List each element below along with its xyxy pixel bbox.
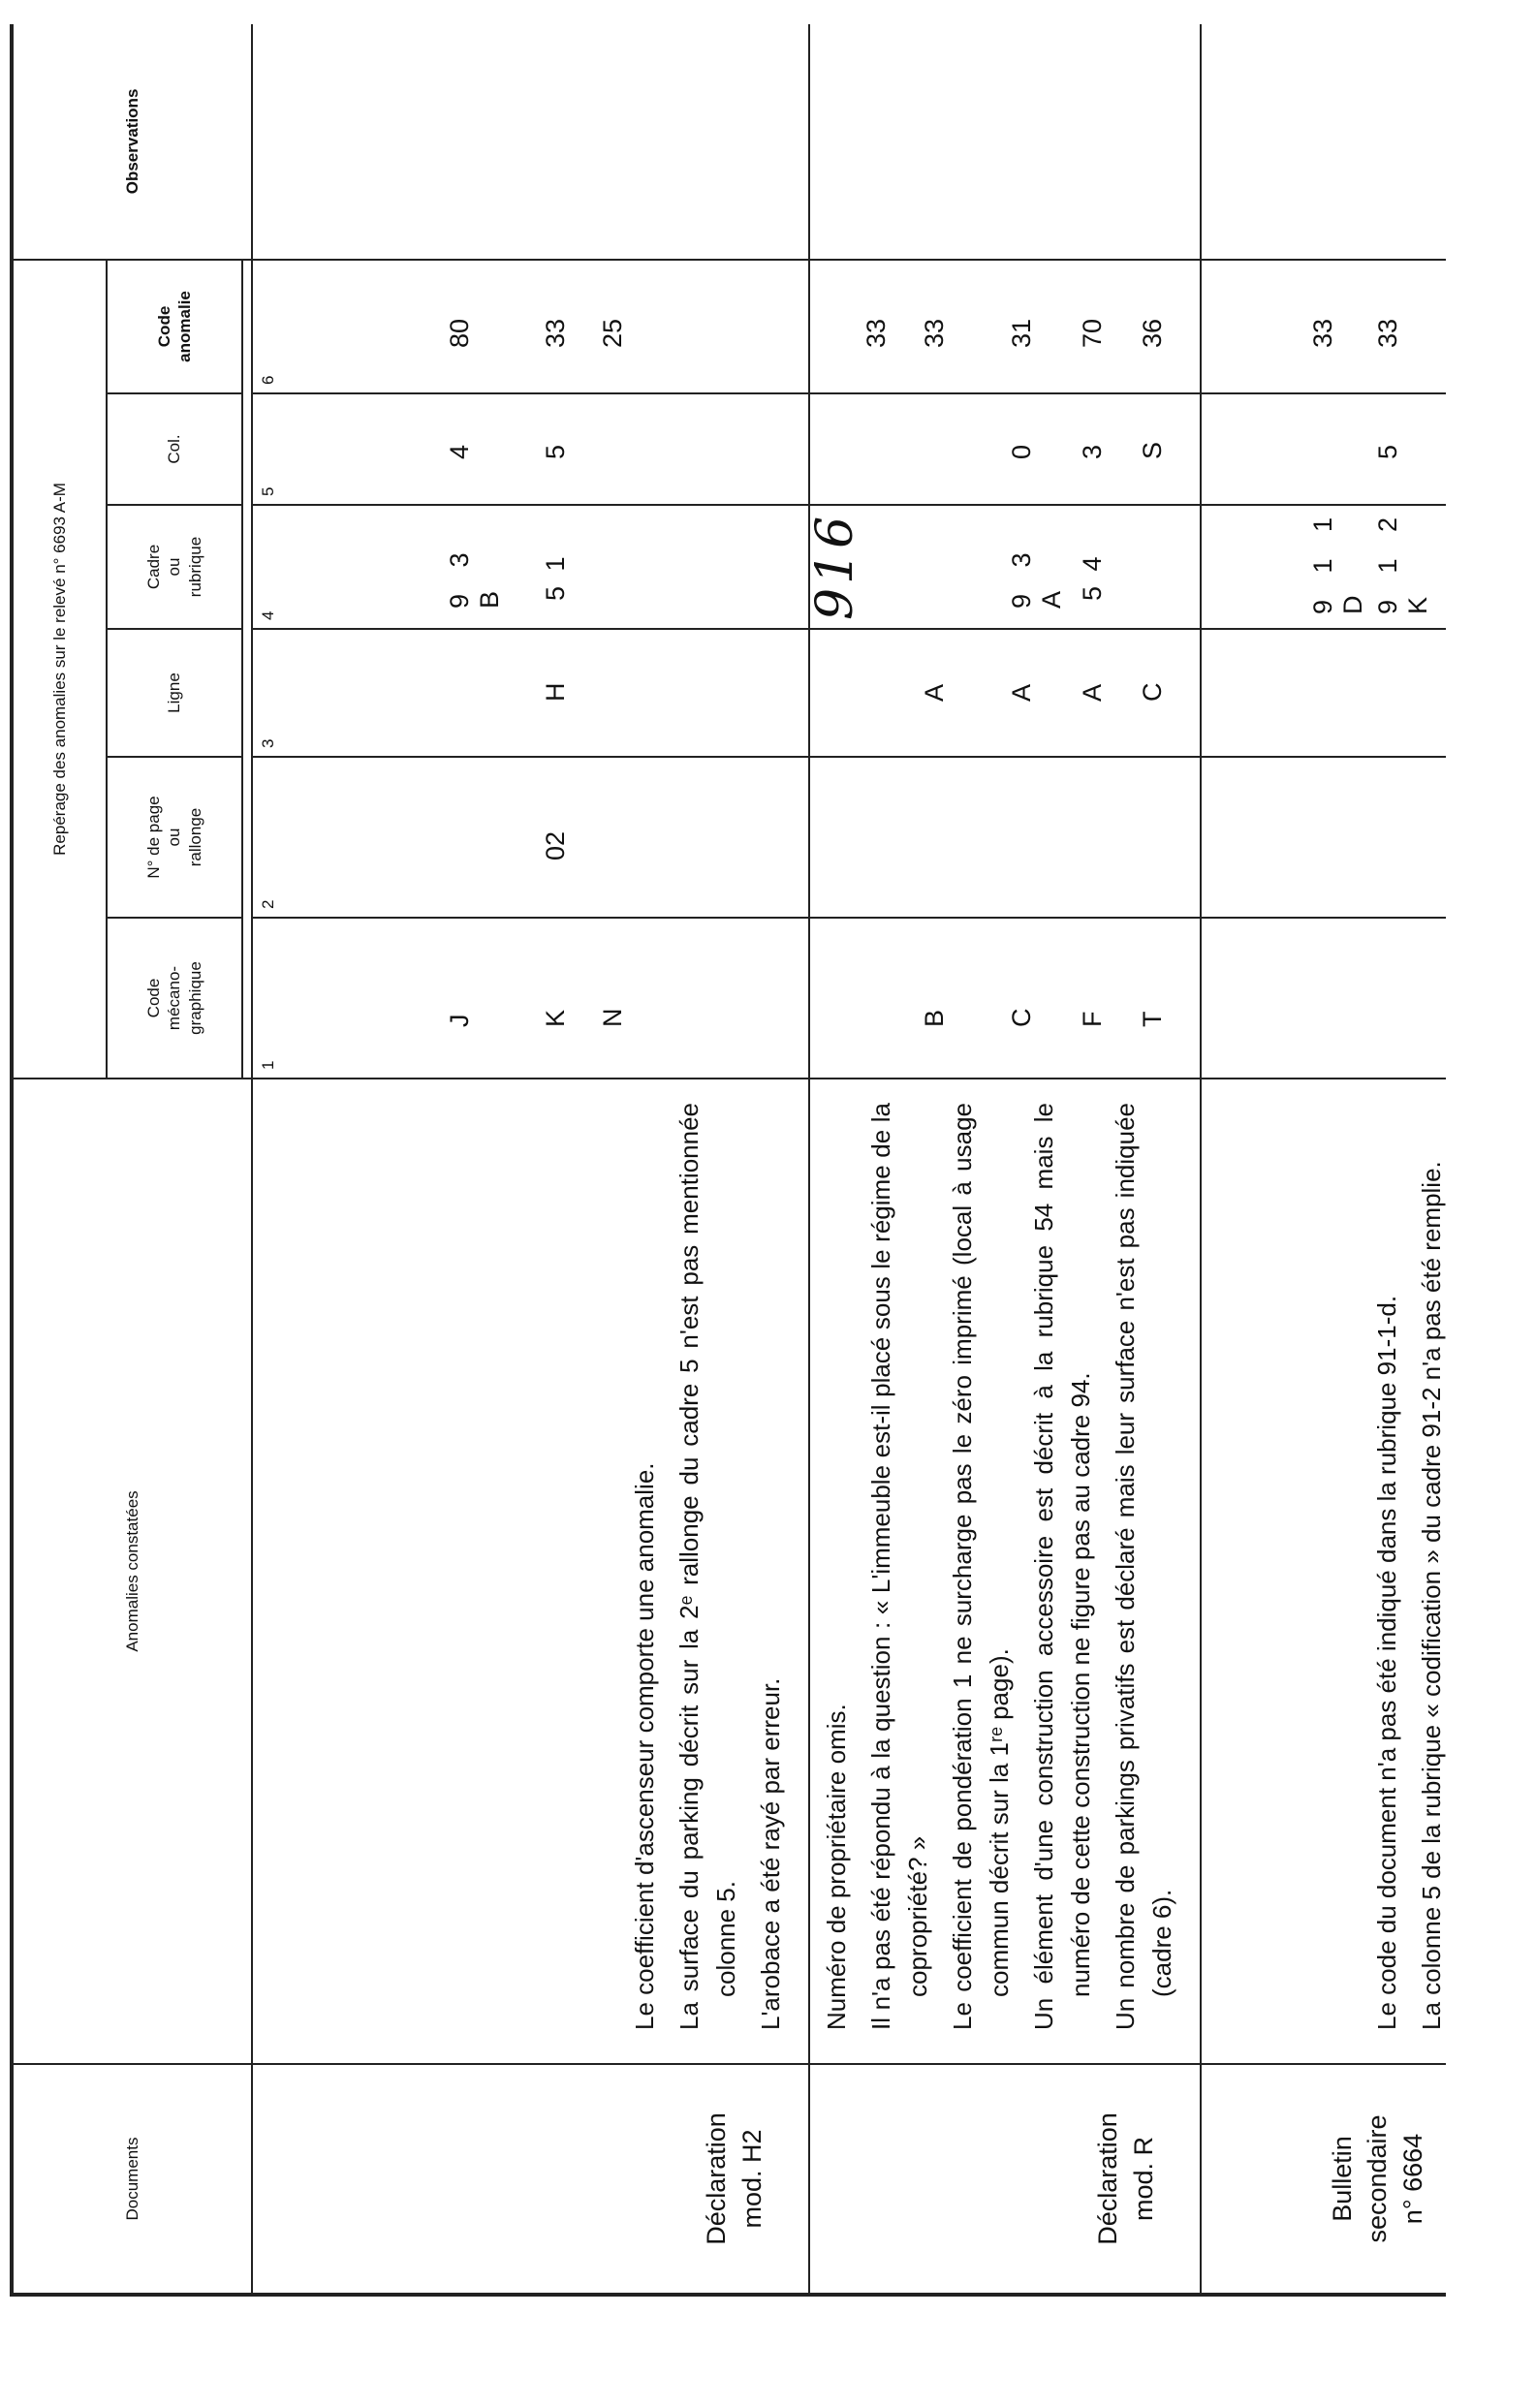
cell-value: 9 3 A xyxy=(1007,543,1066,609)
cell-value: T xyxy=(1138,1011,1167,1027)
cell-page-rallonge xyxy=(252,757,809,918)
cell-value: 4 xyxy=(445,444,474,459)
cell-value: A xyxy=(1007,683,1036,702)
anomaly-item: Un élément d'une construction accessoire est décrit à la rubrique 54 mais le numéro de cette construction ne figure pas au cadre 94. xyxy=(1029,1103,1095,2030)
observations-cell xyxy=(1201,24,1446,260)
cell-value: A xyxy=(920,683,949,702)
cell-page-rallonge xyxy=(809,757,1201,918)
header-reperage: Repérage des anomalies sur le relevé n° 6693 A-M xyxy=(12,260,107,1079)
anomalies-list-h2 xyxy=(252,1079,809,2064)
cell-value: C xyxy=(1138,682,1167,702)
cell-value: 0 xyxy=(1007,444,1036,459)
document-name-r: Déclaration mod. R xyxy=(809,2064,1201,2295)
cell-ligne xyxy=(252,629,809,757)
cell-value: 9 1 1 D xyxy=(1308,507,1367,614)
anomaly-item: Il n'a pas été répondu à la question : « L'immeuble est-il placé sous le régime de la copropriété? » xyxy=(866,1103,932,2030)
document-name-h2: Déclaration mod. H2 xyxy=(252,2064,809,2295)
cell-code-mecanographique xyxy=(809,918,1201,1079)
cell-value: 9 3 B xyxy=(445,543,504,609)
anomaly-item: La colonne 5 de la rubrique « codification » du cadre 91-2 n'a pas été remplie. xyxy=(1417,1161,1446,2030)
cell-value: C xyxy=(1007,1008,1036,1027)
header-ligne: Ligne xyxy=(107,629,242,757)
anomaly-item: Le coefficient d'ascenseur comporte une anomalie. xyxy=(630,1462,659,2030)
cell-value: 31 xyxy=(1007,318,1036,348)
anomaly-item: Le code du document n'a pas été indiqué dans la rubrique 91-1-d. xyxy=(1372,1295,1401,2030)
cell-value: 02 xyxy=(541,830,570,860)
column-number: 2 xyxy=(259,899,277,909)
anomaly-item: Un nombre de parkings privatifs est déclaré mais leur surface n'est pas indiquée (cadre 6). xyxy=(1111,1103,1176,2030)
column-number: 6 xyxy=(259,375,277,385)
header-code-anomalie: Code anomalie xyxy=(107,260,242,393)
cell-value: 5 xyxy=(1373,444,1402,459)
cell-ligne xyxy=(1201,629,1446,757)
rotated-table-wrapper xyxy=(10,24,1446,2297)
cell-value: 25 xyxy=(598,318,627,348)
header-col: Col. xyxy=(107,393,242,505)
cell-value: J xyxy=(445,1014,474,1027)
anomaly-item: L'arobace a été rayé par erreur. xyxy=(756,1677,785,2030)
column-number: 4 xyxy=(259,610,277,620)
cell-value: 33 xyxy=(1373,318,1402,348)
cell-value: 33 xyxy=(1308,318,1337,348)
cell-cadre-rubrique xyxy=(1201,505,1446,629)
document-page xyxy=(10,24,1446,2297)
cell-value: 33 xyxy=(861,318,891,348)
header-page-rallonge: N° de page ou rallonge xyxy=(107,757,242,918)
header-observations: Observations xyxy=(12,24,252,260)
observations-cell xyxy=(809,24,1201,260)
cell-value: 5 4 xyxy=(1078,552,1107,601)
cell-value: 9 1 2 K xyxy=(1373,507,1432,614)
header-documents: Documents xyxy=(12,2064,252,2295)
cell-code-anomalie xyxy=(1201,260,1446,393)
cell-value: K xyxy=(541,1009,570,1027)
document-name-bulletin: Bulletin secondaire n° 6664 xyxy=(1201,2064,1446,2295)
anomalies-table xyxy=(10,24,1446,2297)
cell-value: 70 xyxy=(1078,318,1107,348)
cell-value: 33 xyxy=(541,318,570,348)
cell-value: S xyxy=(1138,441,1167,459)
cell-value: N xyxy=(598,1008,627,1027)
anomaly-item: Numéro de propriétaire omis. xyxy=(822,1704,851,2030)
anomaly-item: Le coefficient de pondération 1 ne surcharge pas le zéro imprimé (local à usage commun décrit sur la 1ʳᵉ page). xyxy=(948,1103,1014,2030)
column-number: 3 xyxy=(259,738,277,748)
column-number: 1 xyxy=(259,1060,277,1070)
cell-value: 3 xyxy=(1078,444,1107,459)
anomaly-item: La surface du parking décrit sur la 2ᵉ rallonge du cadre 5 n'est pas mentionnée colonne 5. xyxy=(674,1103,740,2030)
header-cadre-rubrique: Cadre ou rubrique xyxy=(107,505,242,629)
cell-value: F xyxy=(1078,1011,1107,1027)
cell-code-mecanographique xyxy=(252,918,809,1079)
cell-code-mecanographique xyxy=(1201,918,1446,1079)
cell-ligne xyxy=(809,629,1201,757)
cell-value: 5 xyxy=(541,444,570,459)
cell-page-rallonge xyxy=(1201,757,1446,918)
anomalies-list-bulletin xyxy=(1201,1079,1446,2064)
cell-cadre-rubrique xyxy=(252,505,809,629)
header-code-mecanographique: Code mécano- graphique xyxy=(107,918,242,1079)
cell-col xyxy=(1201,393,1446,505)
column-number: 5 xyxy=(259,486,277,496)
cell-cadre-rubrique xyxy=(806,505,1201,629)
cell-value: H xyxy=(541,682,570,702)
cell-value: 80 xyxy=(445,318,474,348)
observations-cell xyxy=(252,24,809,260)
cell-col xyxy=(252,393,809,505)
cell-value: 33 xyxy=(920,318,949,348)
cell-code-anomalie xyxy=(252,260,809,393)
anomalies-list-r xyxy=(809,1079,1201,2064)
handwritten-note: 916 xyxy=(806,512,864,620)
cell-code-anomalie xyxy=(809,260,1201,393)
cell-value: 5 1 xyxy=(541,552,570,601)
cell-value: B xyxy=(920,1009,949,1027)
cell-value: 36 xyxy=(1138,318,1167,348)
header-anomalies: Anomalies constatées xyxy=(12,1079,252,2064)
cell-value: A xyxy=(1078,683,1107,702)
cell-col xyxy=(809,393,1201,505)
